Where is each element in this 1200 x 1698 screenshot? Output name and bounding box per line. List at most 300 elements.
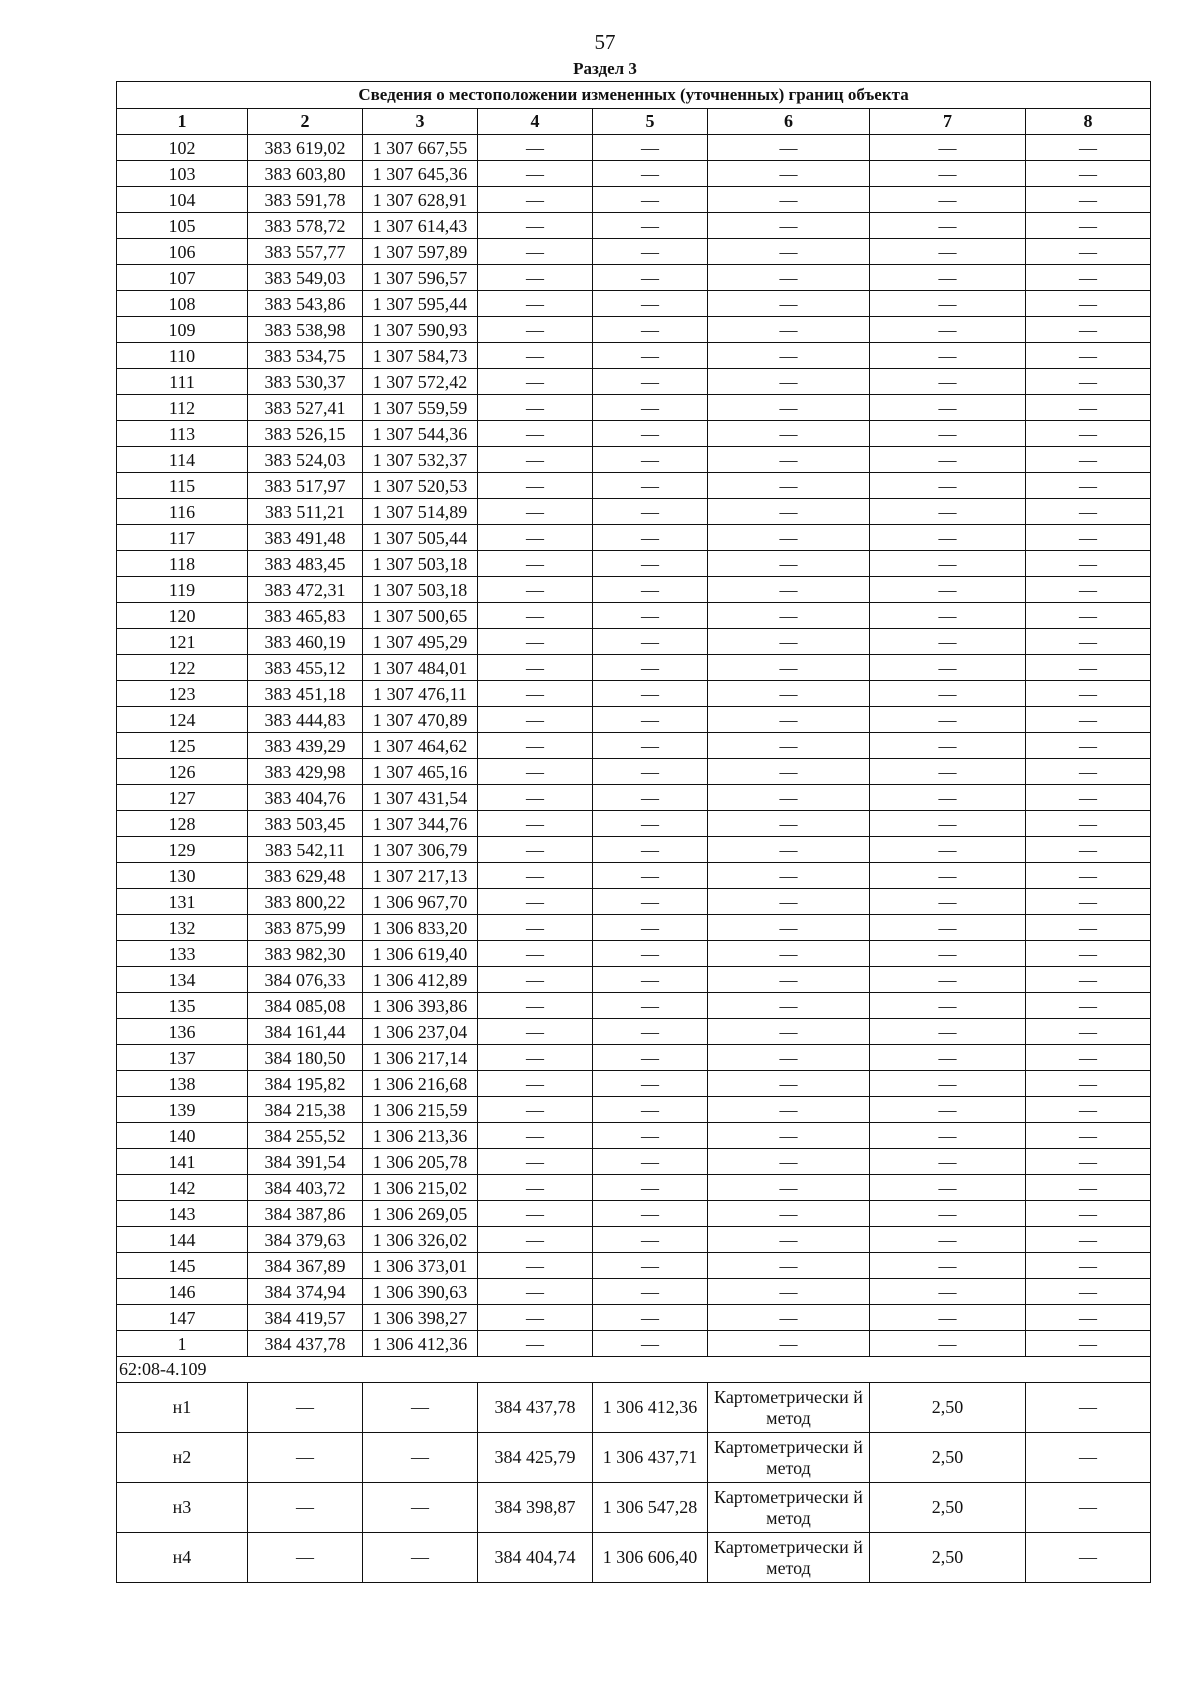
- table-cell: 384 437,78: [248, 1331, 363, 1357]
- table-cell: —: [708, 187, 870, 213]
- table-cell: 146: [117, 1279, 248, 1305]
- table-cell: 383 538,98: [248, 317, 363, 343]
- method-cell: Картометрически й метод: [708, 1433, 870, 1483]
- table-cell: —: [708, 655, 870, 681]
- table-cell: —: [708, 577, 870, 603]
- table-cell: —: [708, 213, 870, 239]
- table-cell: —: [593, 759, 708, 785]
- table-cell: —: [1026, 655, 1151, 681]
- table-cell: —: [708, 135, 870, 161]
- table-cell: —: [870, 317, 1026, 343]
- table-cell: —: [870, 1123, 1026, 1149]
- table-cell: 1 307 431,54: [363, 785, 478, 811]
- table-cell: —: [478, 1279, 593, 1305]
- table-cell: —: [1026, 941, 1151, 967]
- table-row: [117, 187, 1151, 213]
- table-cell: —: [478, 265, 593, 291]
- method-cell: Картометрически й метод: [708, 1483, 870, 1533]
- table-cell: 1 307 464,62: [363, 733, 478, 759]
- table-cell: 384 180,50: [248, 1045, 363, 1071]
- table-cell: 1 306 390,63: [363, 1279, 478, 1305]
- table-cell: —: [870, 1331, 1026, 1357]
- table-cell: —: [870, 1279, 1026, 1305]
- column-header-7: 7: [870, 109, 1026, 135]
- table-row: [117, 317, 1151, 343]
- table-cell: —: [708, 733, 870, 759]
- table-cell: —: [478, 993, 593, 1019]
- table-cell: —: [708, 1019, 870, 1045]
- table-cell: 383 451,18: [248, 681, 363, 707]
- table-cell: 1 306 215,02: [363, 1175, 478, 1201]
- table-row: [117, 135, 1151, 161]
- table-row: [117, 525, 1151, 551]
- table-cell: 1 307 217,13: [363, 863, 478, 889]
- table-row: [117, 213, 1151, 239]
- table-row: [117, 1227, 1151, 1253]
- table-cell: 1 307 628,91: [363, 187, 478, 213]
- table-row: [117, 915, 1151, 941]
- table-cell: 383 511,21: [248, 499, 363, 525]
- table-cell: 1 307 495,29: [363, 629, 478, 655]
- table-cell: —: [478, 1331, 593, 1357]
- table-cell: н2: [117, 1433, 248, 1483]
- page-number: 57: [594, 30, 616, 54]
- table-cell: н4: [117, 1533, 248, 1583]
- table-cell: 121: [117, 629, 248, 655]
- table-cell: —: [478, 629, 593, 655]
- table-cell: —: [708, 1149, 870, 1175]
- table-row: [117, 499, 1151, 525]
- table-cell: 118: [117, 551, 248, 577]
- table-cell: 1 307 532,37: [363, 447, 478, 473]
- table-cell: 1 307 503,18: [363, 577, 478, 603]
- table-cell: 383 629,48: [248, 863, 363, 889]
- table-cell: —: [870, 1227, 1026, 1253]
- table-cell: —: [708, 967, 870, 993]
- table-cell: —: [593, 187, 708, 213]
- table-cell: —: [870, 161, 1026, 187]
- table-cell: 384 398,87: [478, 1483, 593, 1533]
- table-cell: 383 503,45: [248, 811, 363, 837]
- table-cell: 384 387,86: [248, 1201, 363, 1227]
- table-cell: —: [478, 577, 593, 603]
- table-cell: 1 307 470,89: [363, 707, 478, 733]
- table-cell: 383 800,22: [248, 889, 363, 915]
- table-cell: 2,50: [870, 1433, 1026, 1483]
- table-cell: 141: [117, 1149, 248, 1175]
- table-cell: —: [870, 837, 1026, 863]
- table-cell: —: [478, 1071, 593, 1097]
- table-cell: 383 524,03: [248, 447, 363, 473]
- table-cell: —: [708, 1097, 870, 1123]
- table-cell: —: [478, 1201, 593, 1227]
- table-cell: 1 307 559,59: [363, 395, 478, 421]
- table-cell: —: [708, 1279, 870, 1305]
- table-cell: —: [708, 265, 870, 291]
- table-cell: 1 306 373,01: [363, 1253, 478, 1279]
- table-cell: —: [593, 863, 708, 889]
- table-cell: —: [478, 135, 593, 161]
- table-row: [117, 395, 1151, 421]
- table-cell: 111: [117, 369, 248, 395]
- table-cell: 384 404,74: [478, 1533, 593, 1583]
- table-cell: —: [708, 785, 870, 811]
- table-cell: 383 517,97: [248, 473, 363, 499]
- table-cell: 102: [117, 135, 248, 161]
- table-cell: —: [478, 447, 593, 473]
- table-cell: —: [593, 1201, 708, 1227]
- table-cell: 383 578,72: [248, 213, 363, 239]
- table-cell: 1 307 465,16: [363, 759, 478, 785]
- table-cell: 1 307 614,43: [363, 213, 478, 239]
- table-cell: —: [593, 837, 708, 863]
- table-cell: 383 472,31: [248, 577, 363, 603]
- table-cell: 384 215,38: [248, 1097, 363, 1123]
- new-point-row: [117, 1433, 1151, 1483]
- table-cell: —: [593, 785, 708, 811]
- table-cell: —: [1026, 785, 1151, 811]
- table-cell: 384 085,08: [248, 993, 363, 1019]
- table-cell: —: [870, 343, 1026, 369]
- table-cell: 384 367,89: [248, 1253, 363, 1279]
- table-cell: —: [593, 1045, 708, 1071]
- table-cell: —: [1026, 1433, 1151, 1483]
- table-cell: —: [708, 889, 870, 915]
- table-cell: 384 391,54: [248, 1149, 363, 1175]
- table-cell: —: [1026, 1149, 1151, 1175]
- table-cell: 1 307 520,53: [363, 473, 478, 499]
- table-cell: —: [1026, 1253, 1151, 1279]
- table-cell: 137: [117, 1045, 248, 1071]
- table-cell: —: [870, 1149, 1026, 1175]
- table-cell: —: [870, 291, 1026, 317]
- table-cell: 1 307 544,36: [363, 421, 478, 447]
- table-row: [117, 1045, 1151, 1071]
- table-cell: —: [593, 369, 708, 395]
- table-cell: —: [1026, 1201, 1151, 1227]
- table-cell: —: [708, 759, 870, 785]
- table-cell: —: [478, 837, 593, 863]
- table-cell: —: [1026, 1279, 1151, 1305]
- table-cell: 125: [117, 733, 248, 759]
- table-cell: 113: [117, 421, 248, 447]
- table-cell: —: [870, 1201, 1026, 1227]
- table-cell: —: [708, 681, 870, 707]
- table-cell: —: [478, 369, 593, 395]
- table-cell: —: [1026, 265, 1151, 291]
- table-cell: —: [1026, 1227, 1151, 1253]
- table-row: [117, 421, 1151, 447]
- column-header-3: 3: [363, 109, 478, 135]
- table-cell: —: [478, 187, 593, 213]
- table-cell: —: [478, 915, 593, 941]
- table-cell: 1 307 667,55: [363, 135, 478, 161]
- table-cell: —: [478, 343, 593, 369]
- table-row: [117, 785, 1151, 811]
- table-cell: —: [708, 551, 870, 577]
- table-cell: 383 483,45: [248, 551, 363, 577]
- table-cell: 384 076,33: [248, 967, 363, 993]
- table-cell: —: [593, 577, 708, 603]
- table-cell: —: [1026, 1305, 1151, 1331]
- section-label: Раздел 3: [573, 59, 637, 78]
- table-cell: 134: [117, 967, 248, 993]
- table-cell: 147: [117, 1305, 248, 1331]
- table-row: [117, 343, 1151, 369]
- table-row: [117, 1019, 1151, 1045]
- table-cell: —: [1026, 343, 1151, 369]
- table-cell: 1 306 833,20: [363, 915, 478, 941]
- table-cell: —: [1026, 187, 1151, 213]
- table-cell: —: [1026, 1071, 1151, 1097]
- table-cell: —: [870, 421, 1026, 447]
- table-cell: —: [1026, 1097, 1151, 1123]
- table-cell: —: [870, 1045, 1026, 1071]
- table-cell: —: [708, 499, 870, 525]
- table-cell: —: [1026, 889, 1151, 915]
- table-cell: —: [363, 1533, 478, 1583]
- table-cell: —: [708, 1045, 870, 1071]
- table-cell: 383 429,98: [248, 759, 363, 785]
- table-cell: —: [478, 889, 593, 915]
- table-cell: 103: [117, 161, 248, 187]
- column-header-1: 1: [117, 109, 248, 135]
- table-cell: 139: [117, 1097, 248, 1123]
- table-cell: —: [870, 239, 1026, 265]
- table-cell: —: [708, 291, 870, 317]
- table-cell: —: [708, 863, 870, 889]
- table-cell: —: [478, 681, 593, 707]
- table-cell: 108: [117, 291, 248, 317]
- table-cell: —: [870, 447, 1026, 473]
- table-cell: 1 307 306,79: [363, 837, 478, 863]
- table-cell: —: [478, 1123, 593, 1149]
- table-cell: —: [870, 135, 1026, 161]
- table-cell: —: [593, 603, 708, 629]
- table-cell: 1 306 967,70: [363, 889, 478, 915]
- column-header-6: 6: [708, 109, 870, 135]
- table-cell: 1 306 216,68: [363, 1071, 478, 1097]
- table-cell: —: [708, 1331, 870, 1357]
- table-cell: —: [870, 733, 1026, 759]
- table-cell: —: [708, 1305, 870, 1331]
- table-cell: 383 460,19: [248, 629, 363, 655]
- table-cell: —: [708, 1227, 870, 1253]
- table-row: [117, 369, 1151, 395]
- table-cell: —: [708, 1253, 870, 1279]
- table-cell: 1 306 213,36: [363, 1123, 478, 1149]
- table-cell: —: [708, 707, 870, 733]
- table-cell: 133: [117, 941, 248, 967]
- table-row: [117, 603, 1151, 629]
- table-cell: —: [1026, 499, 1151, 525]
- table-cell: —: [870, 941, 1026, 967]
- table-row: [117, 681, 1151, 707]
- table-cell: 1 306 412,89: [363, 967, 478, 993]
- table-row: [117, 707, 1151, 733]
- table-cell: 1 307 505,44: [363, 525, 478, 551]
- table-cell: 383 557,77: [248, 239, 363, 265]
- table-row: [117, 1279, 1151, 1305]
- table-cell: —: [870, 187, 1026, 213]
- table-cell: —: [363, 1483, 478, 1533]
- table-cell: —: [593, 1123, 708, 1149]
- table-cell: —: [708, 369, 870, 395]
- table-cell: —: [870, 863, 1026, 889]
- table-cell: 1 306 237,04: [363, 1019, 478, 1045]
- table-cell: —: [1026, 577, 1151, 603]
- table-cell: 383 444,83: [248, 707, 363, 733]
- table-cell: —: [870, 1175, 1026, 1201]
- table-cell: —: [593, 1019, 708, 1045]
- table-cell: —: [870, 785, 1026, 811]
- table-cell: 1 307 584,73: [363, 343, 478, 369]
- table-cell: 136: [117, 1019, 248, 1045]
- table-cell: —: [1026, 291, 1151, 317]
- table-cell: —: [1026, 1483, 1151, 1533]
- table-cell: —: [870, 369, 1026, 395]
- table-cell: —: [870, 577, 1026, 603]
- table-cell: 383 404,76: [248, 785, 363, 811]
- table-row: [117, 291, 1151, 317]
- table-cell: —: [870, 967, 1026, 993]
- table-cell: —: [593, 941, 708, 967]
- table-cell: —: [870, 265, 1026, 291]
- table-cell: 109: [117, 317, 248, 343]
- table-cell: 129: [117, 837, 248, 863]
- new-point-row: [117, 1533, 1151, 1583]
- table-cell: 384 419,57: [248, 1305, 363, 1331]
- table-cell: —: [870, 603, 1026, 629]
- table-cell: 1 307 503,18: [363, 551, 478, 577]
- table-cell: —: [478, 785, 593, 811]
- table-cell: —: [363, 1383, 478, 1433]
- table-cell: —: [593, 161, 708, 187]
- table-cell: —: [870, 1097, 1026, 1123]
- table-cell: 1 306 215,59: [363, 1097, 478, 1123]
- table-cell: 128: [117, 811, 248, 837]
- table-cell: —: [593, 1071, 708, 1097]
- table-cell: —: [478, 655, 593, 681]
- column-header-8: 8: [1026, 109, 1151, 135]
- table-row: [117, 837, 1151, 863]
- table-cell: —: [870, 655, 1026, 681]
- table-cell: —: [478, 395, 593, 421]
- table-row: [117, 655, 1151, 681]
- table-cell: —: [870, 525, 1026, 551]
- method-cell: Картометрически й метод: [708, 1383, 870, 1433]
- table-cell: 143: [117, 1201, 248, 1227]
- table-cell: —: [708, 915, 870, 941]
- table-cell: —: [1026, 733, 1151, 759]
- table-cell: —: [593, 395, 708, 421]
- table-cell: —: [363, 1433, 478, 1483]
- table-cell: —: [708, 395, 870, 421]
- table-cell: —: [708, 317, 870, 343]
- table-cell: 383 530,37: [248, 369, 363, 395]
- table-cell: —: [708, 837, 870, 863]
- table-cell: —: [870, 759, 1026, 785]
- table-cell: 1 307 500,65: [363, 603, 478, 629]
- table-cell: 1 307 590,93: [363, 317, 478, 343]
- table-cell: —: [708, 343, 870, 369]
- table-cell: —: [593, 421, 708, 447]
- table-cell: 112: [117, 395, 248, 421]
- table-row: [117, 1331, 1151, 1357]
- table-cell: —: [708, 1175, 870, 1201]
- table-cell: —: [478, 317, 593, 343]
- cadastral-number-label: 62:08-4.109: [117, 1357, 1151, 1383]
- table-row: [117, 759, 1151, 785]
- table-cell: —: [478, 499, 593, 525]
- table-cell: —: [593, 967, 708, 993]
- table-row: [117, 551, 1151, 577]
- table-cell: —: [478, 1045, 593, 1071]
- table-cell: —: [478, 1253, 593, 1279]
- table-cell: 135: [117, 993, 248, 1019]
- table-cell: 140: [117, 1123, 248, 1149]
- table-cell: 104: [117, 187, 248, 213]
- table-cell: —: [478, 421, 593, 447]
- table-row: [117, 941, 1151, 967]
- table-cell: —: [593, 447, 708, 473]
- table-cell: 2,50: [870, 1383, 1026, 1433]
- table-row: [117, 811, 1151, 837]
- boundary-coordinates-table: [116, 81, 1151, 1583]
- table-cell: 1 306 393,86: [363, 993, 478, 1019]
- table-cell: 1 306 412,36: [363, 1331, 478, 1357]
- new-point-row: [117, 1483, 1151, 1533]
- table-cell: —: [1026, 967, 1151, 993]
- column-header-5: 5: [593, 109, 708, 135]
- group-row: [117, 1357, 1151, 1383]
- table-cell: —: [478, 473, 593, 499]
- table-cell: 107: [117, 265, 248, 291]
- table-row: [117, 1175, 1151, 1201]
- table-cell: 383 543,86: [248, 291, 363, 317]
- table-row: [117, 1305, 1151, 1331]
- table-cell: —: [870, 629, 1026, 655]
- table-cell: 105: [117, 213, 248, 239]
- column-header-2: 2: [248, 109, 363, 135]
- table-caption: Сведения о местоположении измененных (уточненных) границ объекта: [117, 82, 1151, 109]
- table-cell: —: [1026, 603, 1151, 629]
- table-cell: —: [708, 525, 870, 551]
- table-cell: —: [870, 889, 1026, 915]
- table-cell: —: [708, 239, 870, 265]
- table-cell: —: [593, 551, 708, 577]
- table-cell: —: [1026, 707, 1151, 733]
- column-header-4: 4: [478, 109, 593, 135]
- table-cell: —: [708, 421, 870, 447]
- table-cell: 384 374,94: [248, 1279, 363, 1305]
- table-cell: 1 306 547,28: [593, 1483, 708, 1533]
- table-cell: —: [708, 1071, 870, 1097]
- table-cell: —: [1026, 1123, 1151, 1149]
- table-cell: —: [593, 733, 708, 759]
- table-row: [117, 889, 1151, 915]
- table-cell: 1 306 326,02: [363, 1227, 478, 1253]
- table-cell: 1 307 596,57: [363, 265, 478, 291]
- table-cell: —: [478, 1175, 593, 1201]
- table-cell: —: [870, 707, 1026, 733]
- table-cell: —: [1026, 317, 1151, 343]
- table-cell: —: [593, 993, 708, 1019]
- table-cell: 114: [117, 447, 248, 473]
- table-cell: —: [1026, 1019, 1151, 1045]
- table-cell: 119: [117, 577, 248, 603]
- table-cell: —: [478, 1149, 593, 1175]
